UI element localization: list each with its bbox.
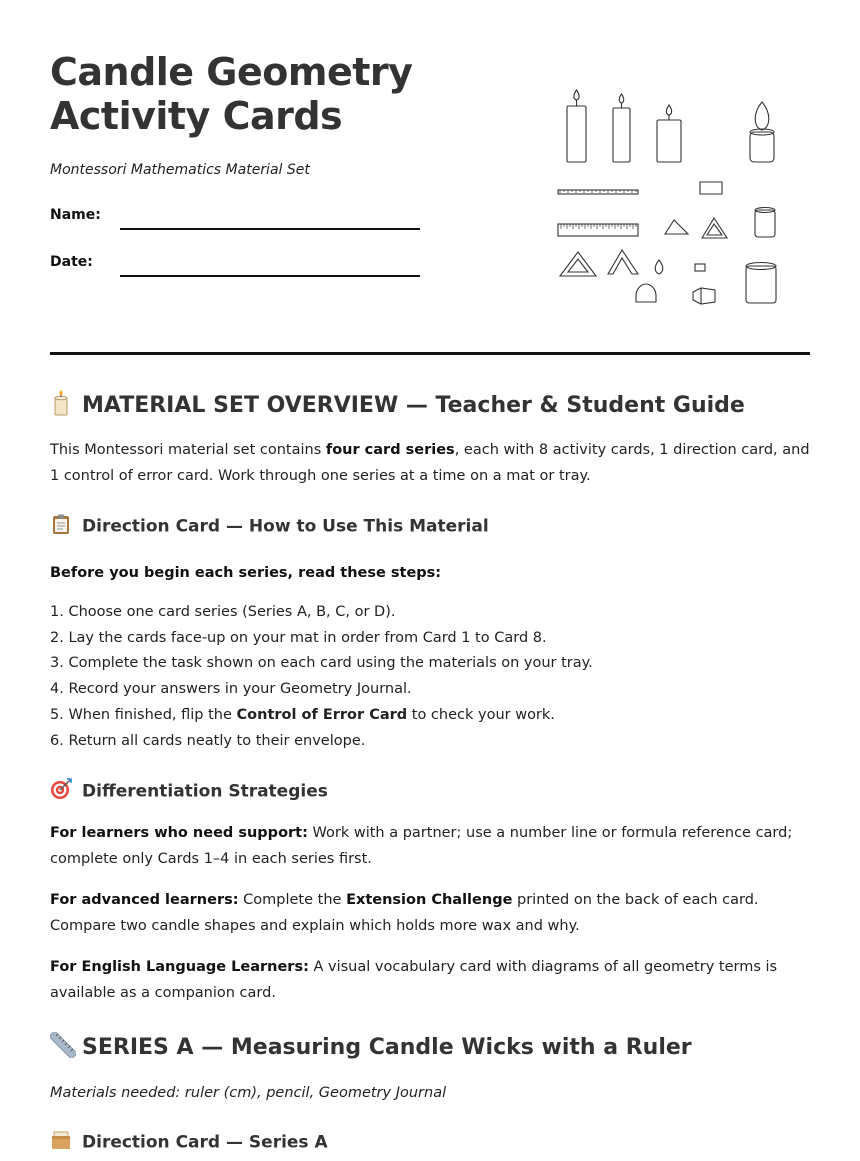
- triangle-ring: [560, 252, 596, 276]
- clipboard-icon: [50, 513, 76, 540]
- series-a-direction-heading-text: Direction Card — Series A: [82, 1132, 328, 1153]
- step5-pre: 5. When finished, flip the: [50, 706, 237, 723]
- list-item: 3. Complete the task shown on each card using the materials on your tray.: [50, 655, 593, 672]
- direction-lead: [50, 560, 810, 586]
- teardrop-shape: [655, 260, 663, 274]
- page-title: [50, 50, 412, 138]
- advanced-bold: Extension Challenge: [346, 892, 513, 908]
- list-item: 6. Return all cards neatly to their envelope.: [50, 732, 366, 749]
- title-line-2: Activity Cards: [50, 94, 343, 138]
- chevron-shape: [608, 250, 638, 274]
- dome-shape: [636, 284, 656, 302]
- card-box-icon: [50, 1129, 76, 1156]
- date-label: Date:: [50, 254, 93, 270]
- name-line[interactable]: [120, 228, 420, 230]
- worksheet-header: [50, 0, 810, 355]
- overview-intro-part1: This Montessori material set contains: [50, 442, 326, 458]
- candle-icon: [50, 390, 76, 422]
- target-icon: [50, 778, 76, 805]
- series-a-heading: [50, 1032, 692, 1064]
- direction-lead-text: Before you begin each series, read these steps:: [50, 565, 442, 581]
- pillar-candle: [750, 102, 774, 162]
- overview-intro-part2: , each with 8 activity cards, 1 direction card, and 1 control of error card. Work through one series at a time on a mat or tray.: [50, 442, 810, 484]
- advanced-strategy: [50, 887, 810, 939]
- worksheet-page: [50, 0, 810, 1153]
- series-a-direction-heading: [50, 1129, 328, 1156]
- overview-intro: [50, 437, 810, 489]
- support-strategy: [50, 820, 810, 872]
- page-subtitle: Montessori Mathematics Material Set: [50, 162, 310, 178]
- small-rect: [695, 264, 705, 271]
- support-text: Work with a partner; use a number line or formula reference card; complete only Cards 1–4 in each series first.: [50, 825, 793, 867]
- direction-heading: [50, 513, 489, 540]
- cube-shape: [693, 288, 715, 304]
- step5-post: to check your work.: [407, 706, 555, 723]
- ell-text: A visual vocabulary card with diagrams of all geometry terms is available as a companion card.: [50, 959, 778, 1001]
- list-item: 2. Lay the cards face-up on your mat in order from Card 1 to Card 8.: [50, 629, 547, 646]
- small-box: [700, 182, 722, 194]
- advanced-post: printed on the back of each card. Compare two candle shapes and explain which holds more wax and why.: [50, 892, 759, 934]
- triangle-1: [665, 220, 688, 234]
- step5-bold: Control of Error Card: [236, 706, 408, 723]
- ell-strategy: [50, 954, 810, 1006]
- small-ruler: [558, 190, 638, 194]
- series-a-materials: Materials needed: ruler (cm), pencil, Geometry Journal: [50, 1085, 447, 1101]
- support-label: For learners who need support:: [50, 825, 308, 841]
- overview-heading-text: MATERIAL SET OVERVIEW — Teacher & Student Guide: [82, 393, 745, 418]
- direction-heading-text: Direction Card — How to Use This Material: [82, 516, 489, 537]
- title-line-1: Candle Geometry: [50, 50, 413, 94]
- cylinder-1: [755, 208, 775, 238]
- advanced-pre: Complete the: [238, 892, 347, 908]
- list-item: 1. Choose one card series (Series A, B, C, or D).: [50, 604, 396, 620]
- double-triangle: [702, 218, 727, 238]
- ell-label: For English Language Learners:: [50, 959, 309, 975]
- overview-intro-bold: four card series: [325, 442, 455, 458]
- advanced-label: For advanced learners:: [50, 892, 239, 908]
- list-item: 4. Record your answers in your Geometry Journal.: [50, 681, 412, 698]
- ruler-icon: [50, 1032, 76, 1064]
- date-line[interactable]: [120, 275, 420, 277]
- differentiation-heading-text: Differentiation Strategies: [82, 781, 328, 802]
- series-a-heading-text: SERIES A — Measuring Candle Wicks with a Ruler: [82, 1035, 692, 1060]
- medium-candle: [657, 105, 681, 162]
- tall-candle-2: [613, 94, 630, 162]
- list-item: [50, 703, 593, 729]
- direction-steps: [50, 600, 593, 754]
- long-ruler: [558, 224, 638, 236]
- name-label: Name:: [50, 207, 101, 223]
- tall-candle-1: [567, 90, 586, 162]
- candle-shapes-illustration: [550, 84, 790, 312]
- differentiation-heading: [50, 778, 328, 805]
- large-cylinder: [746, 263, 776, 304]
- overview-heading: [50, 390, 745, 422]
